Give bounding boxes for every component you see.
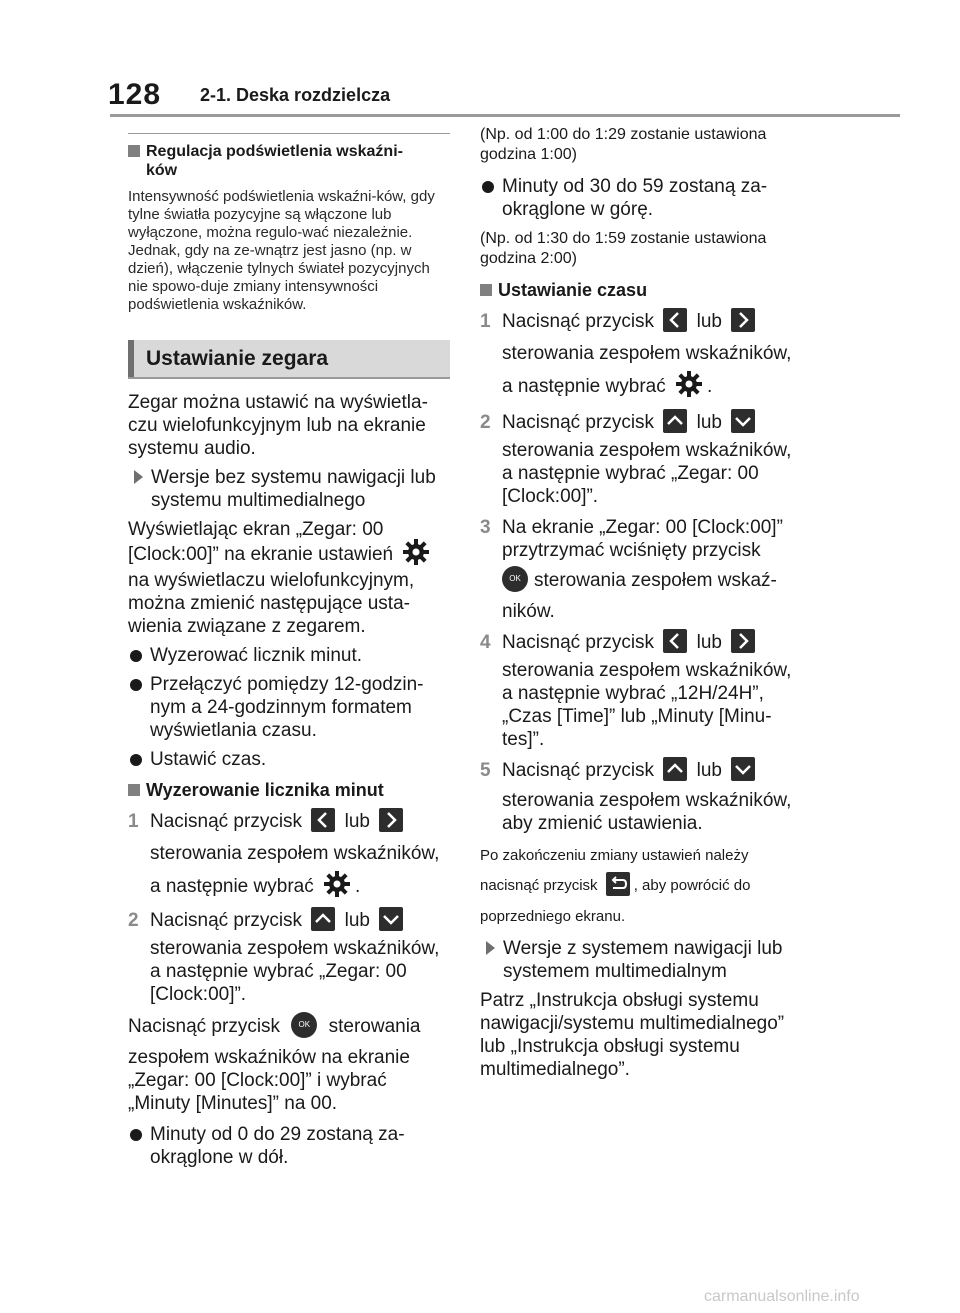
press-text: sterowania xyxy=(328,1016,421,1038)
step-5 xyxy=(480,759,802,835)
subheading-backlight xyxy=(128,142,450,180)
step-text: Nacisnąć przycisk xyxy=(502,412,655,434)
round-bullet-icon xyxy=(130,650,142,662)
chevron-up-icon xyxy=(663,757,687,781)
bullet-text: Minuty od 30 do 59 zostaną za-okrąglone w górę. xyxy=(502,176,768,220)
bullet-item xyxy=(480,175,802,221)
square-bullet-icon xyxy=(128,145,140,157)
refer-paragraph: Patrz „Instrukcja obsługi systemu nawigacji/systemu multimedialnego” lub „Instrukcja obsługi systemu multimedialnego”. xyxy=(480,990,785,1080)
step-4 xyxy=(480,631,802,751)
chevron-down-icon xyxy=(379,907,403,931)
step-number: 5 xyxy=(480,760,491,782)
step-text: sterowania zespołem wskaźników, aby zmienić ustawienia. xyxy=(502,790,792,834)
chevron-down-icon xyxy=(731,757,755,781)
bullet-item xyxy=(128,673,450,742)
step-number: 3 xyxy=(480,517,491,538)
step-number: 1 xyxy=(128,811,139,833)
display-text-b: na wyświetlaczu wielofunkcyjnym, można zmienić następujące usta-wienia związane z zegarem. xyxy=(128,570,415,637)
back-arrow-icon xyxy=(606,872,630,896)
step-2 xyxy=(128,909,450,1006)
step-text: lub xyxy=(344,811,370,833)
subheading-set-time xyxy=(480,279,802,302)
step-text-line xyxy=(480,373,802,401)
page-number: 128 xyxy=(108,78,162,111)
square-bullet-icon xyxy=(128,784,140,796)
chevron-right-icon xyxy=(731,629,755,653)
step-text: lub xyxy=(696,412,722,434)
bullet-text: Ustawić czas. xyxy=(150,749,267,770)
note-text: poprzedniego ekranu. xyxy=(480,908,626,925)
note-text: nacisnąć przycisk xyxy=(480,876,598,894)
example-1: (Np. od 1:00 do 1:29 zostanie ustawiona godzina 1:00) xyxy=(480,126,767,163)
example-2: (Np. od 1:30 do 1:59 zostanie ustawiona godzina 2:00) xyxy=(480,230,767,267)
step-text: a następnie wybrać xyxy=(502,376,666,398)
step-text: . xyxy=(707,376,713,398)
step-text: Nacisnąć przycisk xyxy=(502,311,655,333)
triangle-bullet-icon xyxy=(134,470,143,484)
subheading-text xyxy=(146,142,403,180)
subheading-text: Wyzerowanie licznika minut xyxy=(146,780,384,800)
step-text: lub xyxy=(696,632,722,654)
step-text: lub xyxy=(696,760,722,782)
step-text: sterowania zespołem wskaź- xyxy=(534,570,777,592)
step-text: Na ekranie „Zegar: 00 [Clock:00]” przytrzymać wciśnięty przycisk xyxy=(502,517,783,561)
section-title: Ustawianie zegara xyxy=(128,340,450,377)
subheading-line-1: Regulacja podświetlenia wskaźni- xyxy=(146,143,403,160)
chevron-left-icon xyxy=(311,808,335,832)
note-text: , aby powrócić do xyxy=(633,876,751,894)
column-rule xyxy=(128,133,450,134)
chevron-right-icon xyxy=(731,308,755,332)
section-rule xyxy=(128,377,450,379)
step-text: Nacisnąć przycisk xyxy=(150,910,303,932)
step-1 xyxy=(128,810,450,901)
version-label: Wersje z systemem nawigacji lub systemem multimedialnym xyxy=(503,938,783,982)
bullet-text: Przełączyć pomiędzy 12-godzin-nym a 24-godzinnym formatem wyświetlania czasu. xyxy=(150,674,424,741)
step-text: a następnie wybrać xyxy=(150,876,314,898)
bullet-item xyxy=(128,1123,450,1169)
header-rule xyxy=(110,114,900,117)
subheading-text: Ustawianie czasu xyxy=(498,280,648,300)
version-without-nav xyxy=(128,466,450,512)
step-number: 2 xyxy=(128,910,139,932)
chevron-down-icon xyxy=(731,409,755,433)
step-text-line xyxy=(128,873,450,901)
step-text: sterowania zespołem wskaźników, a następnie wybrać „Zegar: 00 [Clock:00]”. xyxy=(150,938,440,1005)
chevron-left-icon xyxy=(663,308,687,332)
round-bullet-icon xyxy=(130,1129,142,1141)
subheading-reset-minutes xyxy=(128,779,450,802)
step-text: Nacisnąć przycisk xyxy=(150,811,303,833)
step-text: ników. xyxy=(502,601,555,622)
step-number: 1 xyxy=(480,311,491,333)
gear-icon xyxy=(402,538,430,566)
gear-icon xyxy=(323,870,351,898)
clock-intro: Zegar można ustawić na wyświetla-czu wielofunkcyjnym lub na ekranie systemu audio. xyxy=(128,392,428,459)
step-text: lub xyxy=(344,910,370,932)
bullet-item xyxy=(128,748,450,771)
bullet-text: Wyzerować licznik minut. xyxy=(150,645,363,666)
left-column xyxy=(128,133,450,1169)
return-note xyxy=(480,845,802,927)
square-bullet-icon xyxy=(480,284,492,296)
step-number: 4 xyxy=(480,632,491,654)
note-text: Po zakończeniu zmiany ustawień należy xyxy=(480,847,749,864)
display-text-a: Wyświetlając ekran „Zegar: 00 [Clock:00]” na ekranie ustawień xyxy=(128,519,394,566)
ok-button-icon: OK xyxy=(291,1012,317,1038)
step-text: sterowania zespołem wskaźników, a następnie wybrać „Zegar: 00 [Clock:00]”. xyxy=(502,440,792,507)
triangle-bullet-icon xyxy=(486,941,495,955)
step-text: . xyxy=(355,876,361,898)
running-title: 2-1. Deska rozdzielcza xyxy=(200,85,391,105)
step-text: lub xyxy=(696,311,722,333)
bullet-text: Minuty od 0 do 29 zostaną za-okrąglone w dół. xyxy=(150,1124,405,1168)
watermark: carmanualsonline.info xyxy=(704,1288,860,1305)
step-text: sterowania zespołem wskaźników, xyxy=(150,843,440,864)
step-3 xyxy=(480,516,802,623)
chevron-right-icon xyxy=(379,808,403,832)
chevron-up-icon xyxy=(311,907,335,931)
version-label: Wersje bez systemu nawigacji lub systemu multimedialnego xyxy=(151,467,436,511)
step-2 xyxy=(480,411,802,508)
round-bullet-icon xyxy=(482,181,494,193)
ok-button-icon: OK xyxy=(502,566,528,592)
round-bullet-icon xyxy=(130,754,142,766)
press-text: Nacisnąć przycisk xyxy=(128,1016,281,1038)
gear-icon xyxy=(675,370,703,398)
backlight-paragraph: Intensywność podświetlenia wskaźni-ków, gdy tylne światła pozycyjne są włączone lub wyłączone, można regulo-wać niezależnie. Jednak, gdy na ze-wnątrz jest jasno (np. w dzień), włączenie tylnych świateł pozycyjnych nie spowo-duje zmiany intensywności podświetlenia wskaźników. xyxy=(128,188,435,313)
step-1 xyxy=(480,310,802,401)
subheading-line-2: ków xyxy=(146,162,178,179)
step-text: sterowania zespołem wskaźników, a następnie wybrać „12H/24H”, „Czas [Time]” lub „Minuty [Minu-tes]”. xyxy=(502,660,792,750)
chevron-left-icon xyxy=(663,629,687,653)
chevron-up-icon xyxy=(663,409,687,433)
right-column xyxy=(480,125,802,1081)
press-text: zespołem wskaźników na ekranie „Zegar: 00 [Clock:00]” i wybrać „Minuty [Minutes]” na 00. xyxy=(128,1047,410,1114)
step-text: Nacisnąć przycisk xyxy=(502,760,655,782)
version-with-nav xyxy=(480,937,802,983)
note-line xyxy=(480,874,802,898)
display-paragraph xyxy=(128,518,450,638)
step-text-line xyxy=(502,568,802,594)
press-ok-paragraph xyxy=(128,1014,450,1115)
step-number: 2 xyxy=(480,412,491,434)
bullet-item xyxy=(128,644,450,667)
step-text: sterowania zespołem wskaźników, xyxy=(502,343,792,364)
step-text: Nacisnąć przycisk xyxy=(502,632,655,654)
round-bullet-icon xyxy=(130,679,142,691)
